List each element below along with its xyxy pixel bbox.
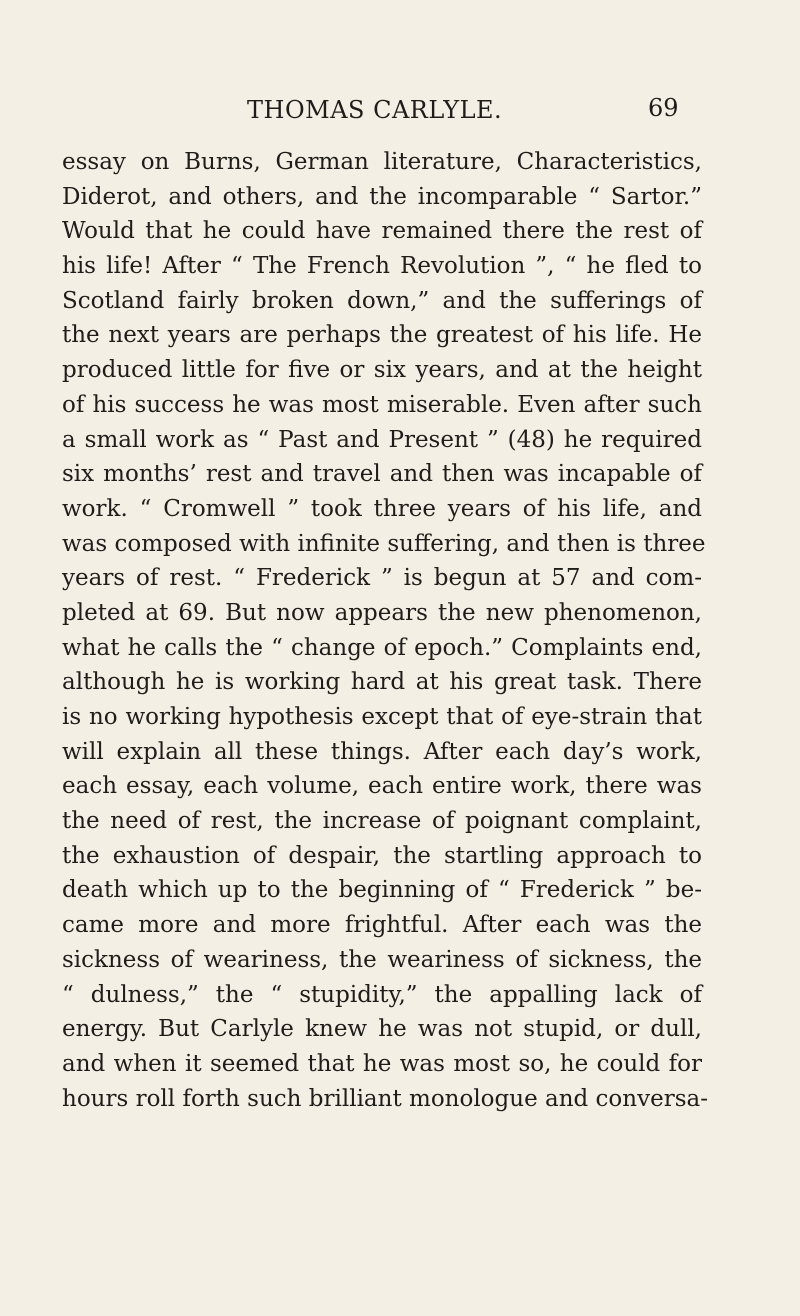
- text-line: what he calls the “ change of epoch.” Complaints end,: [62, 634, 702, 661]
- body-text: [62, 145, 708, 1116]
- text-line: came more and more frightful. After each was the: [62, 912, 702, 939]
- text-line: the next years are perhaps the greatest of his life. He: [62, 322, 702, 349]
- text-line: will explain all these things. After each day’s work,: [62, 738, 702, 765]
- text-line: work. “ Cromwell ” took three years of his life, and: [62, 495, 702, 522]
- text-line: his life! After “ The French Revolution ”, “ he fled to: [62, 253, 702, 280]
- text-line: “ dulness,” the “ stupidity,” the appalling lack of: [62, 981, 702, 1008]
- text-line: essay on Burns, German literature, Characteristics,: [62, 149, 702, 175]
- text-line: sickness of weariness, the weariness of sickness, the: [62, 946, 702, 973]
- text-line: Would that he could have remained there the rest of: [62, 218, 702, 245]
- text-line: of his success he was most miserable. Even after such: [62, 391, 702, 418]
- text-line: produced little for five or six years, and at the height: [62, 357, 702, 384]
- page-number: 69: [648, 94, 679, 122]
- text-line: a small work as “ Past and Present ” (48) he required: [62, 426, 702, 453]
- text-line: Diderot, and others, and the incomparable “ Sartor.”: [62, 183, 702, 210]
- text-line: and when it seemed that he was most so, he could for: [62, 1050, 702, 1077]
- text-line: Scotland fairly broken down,” and the sufferings of: [62, 287, 702, 314]
- text-line: the need of rest, the increase of poignant complaint,: [62, 808, 702, 835]
- text-line: was composed with infinite suffering, and then is three: [62, 530, 706, 557]
- text-line: is no working hypothesis except that of eye-strain that: [62, 704, 702, 730]
- text-line: death which up to the beginning of “ Frederick ” be-: [62, 877, 702, 904]
- text-line: energy. But Carlyle knew he was not stupid, or dull,: [62, 1016, 702, 1043]
- text-line: years of rest. “ Frederick ” is begun at 57 and com-: [62, 565, 702, 592]
- running-head: THOMAS CARLYLE.: [247, 96, 503, 124]
- text-line: although he is working hard at his great task. There: [62, 669, 702, 696]
- text-line: each essay, each volume, each entire work, there was: [62, 773, 702, 800]
- text-line: pleted at 69. But now appears the new phenomenon,: [62, 599, 702, 626]
- text-line: hours roll forth such brilliant monologue and conversa-: [62, 1085, 708, 1112]
- text-line: six months’ rest and travel and then was incapable of: [62, 461, 702, 488]
- text-line: the exhaustion of despair, the startling approach to: [62, 842, 702, 869]
